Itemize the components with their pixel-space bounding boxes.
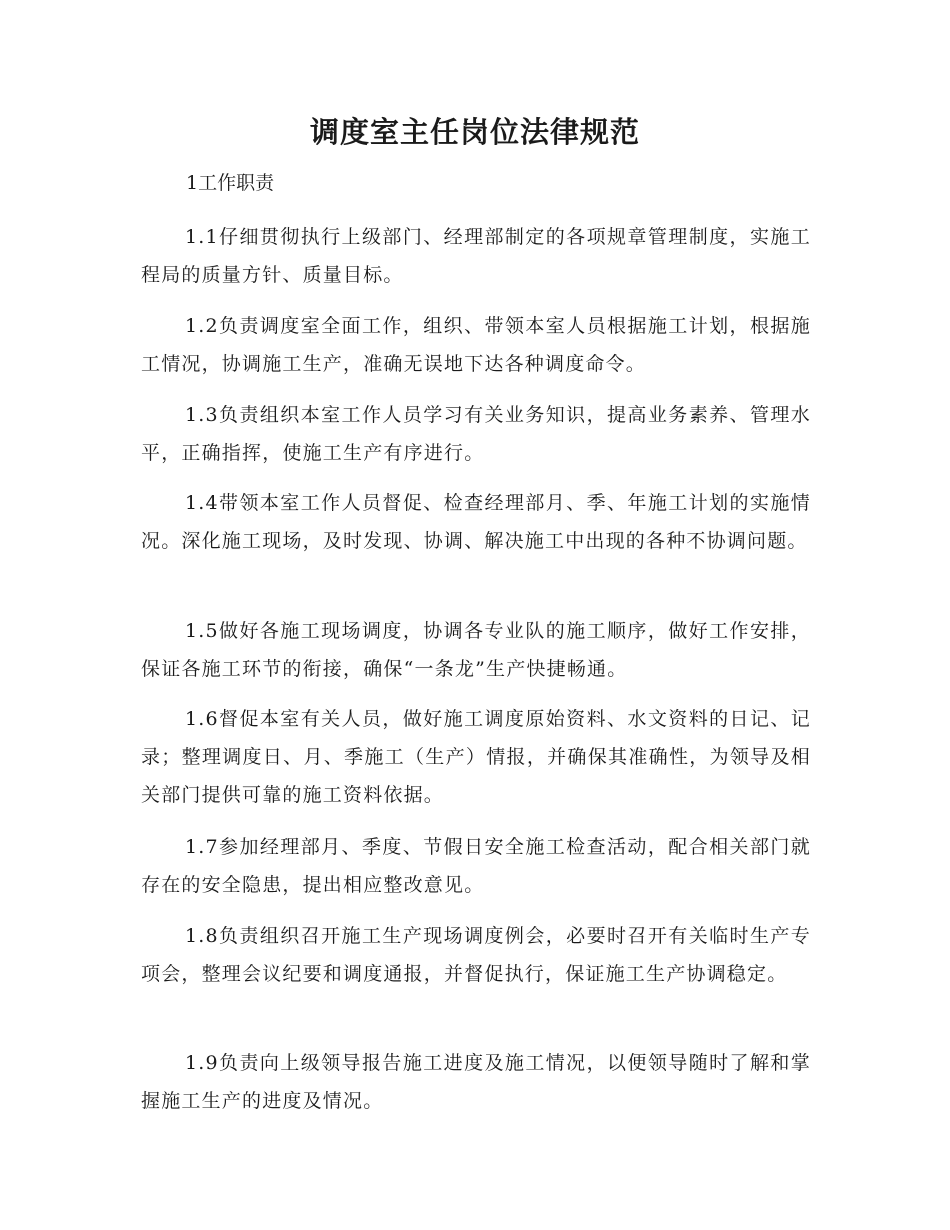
paragraph-1-5: 1.5做好各施工现场调度，协调各专业队的施工顺序，做好工作安排，保证各施工环节的衔接，确保“一条龙”生产快捷畅通。	[141, 620, 811, 680]
paragraph-1-9: 1.9负责向上级领导报告施工进度及施工情况，以便领导随时了解和掌握施工生产的进度及情况。	[141, 1052, 811, 1112]
paragraph-1-8: 1.8负责组织召开施工生产现场调度例会，必要时召开有关临时生产专项会，整理会议纪要和调度通报，并督促执行，保证施工生产协调稳定。	[141, 925, 811, 985]
paragraph-1-6: 1.6督促本室有关人员，做好施工调度原始资料、水文资料的日记、记录；整理调度日、月、季施工（生产）情报，并确保其准确性，为领导及相关部门提供可靠的施工资料依据。	[141, 708, 811, 806]
document-title: 调度室主任岗位法律规范	[309, 115, 640, 149]
paragraph-1-3: 1.3负责组织本室工作人员学习有关业务知识，提高业务素养、管理水平，正确指挥，使施工生产有序进行。	[141, 404, 811, 464]
paragraph-1-4: 1.4带领本室工作人员督促、检查经理部月、季、年施工计划的实施情况。深化施工现场，及时发现、协调、解决施工中出现的各种不协调问题。	[141, 492, 811, 552]
paragraph-1-2: 1.2负责调度室全面工作，组织、带领本室人员根据施工计划，根据施工情况，协调施工生产，准确无误地下达各种调度命令。	[141, 315, 811, 375]
paragraph-1-1: 1.1仔细贯彻执行上级部门、经理部制定的各项规章管理制度，实施工程局的质量方针、质量目标。	[141, 226, 811, 286]
section-heading: 1工作职责	[186, 172, 275, 194]
paragraph-1-7: 1.7参加经理部月、季度、节假日安全施工检查活动，配合相关部门就存在的安全隐患，提出相应整改意见。	[141, 836, 811, 896]
